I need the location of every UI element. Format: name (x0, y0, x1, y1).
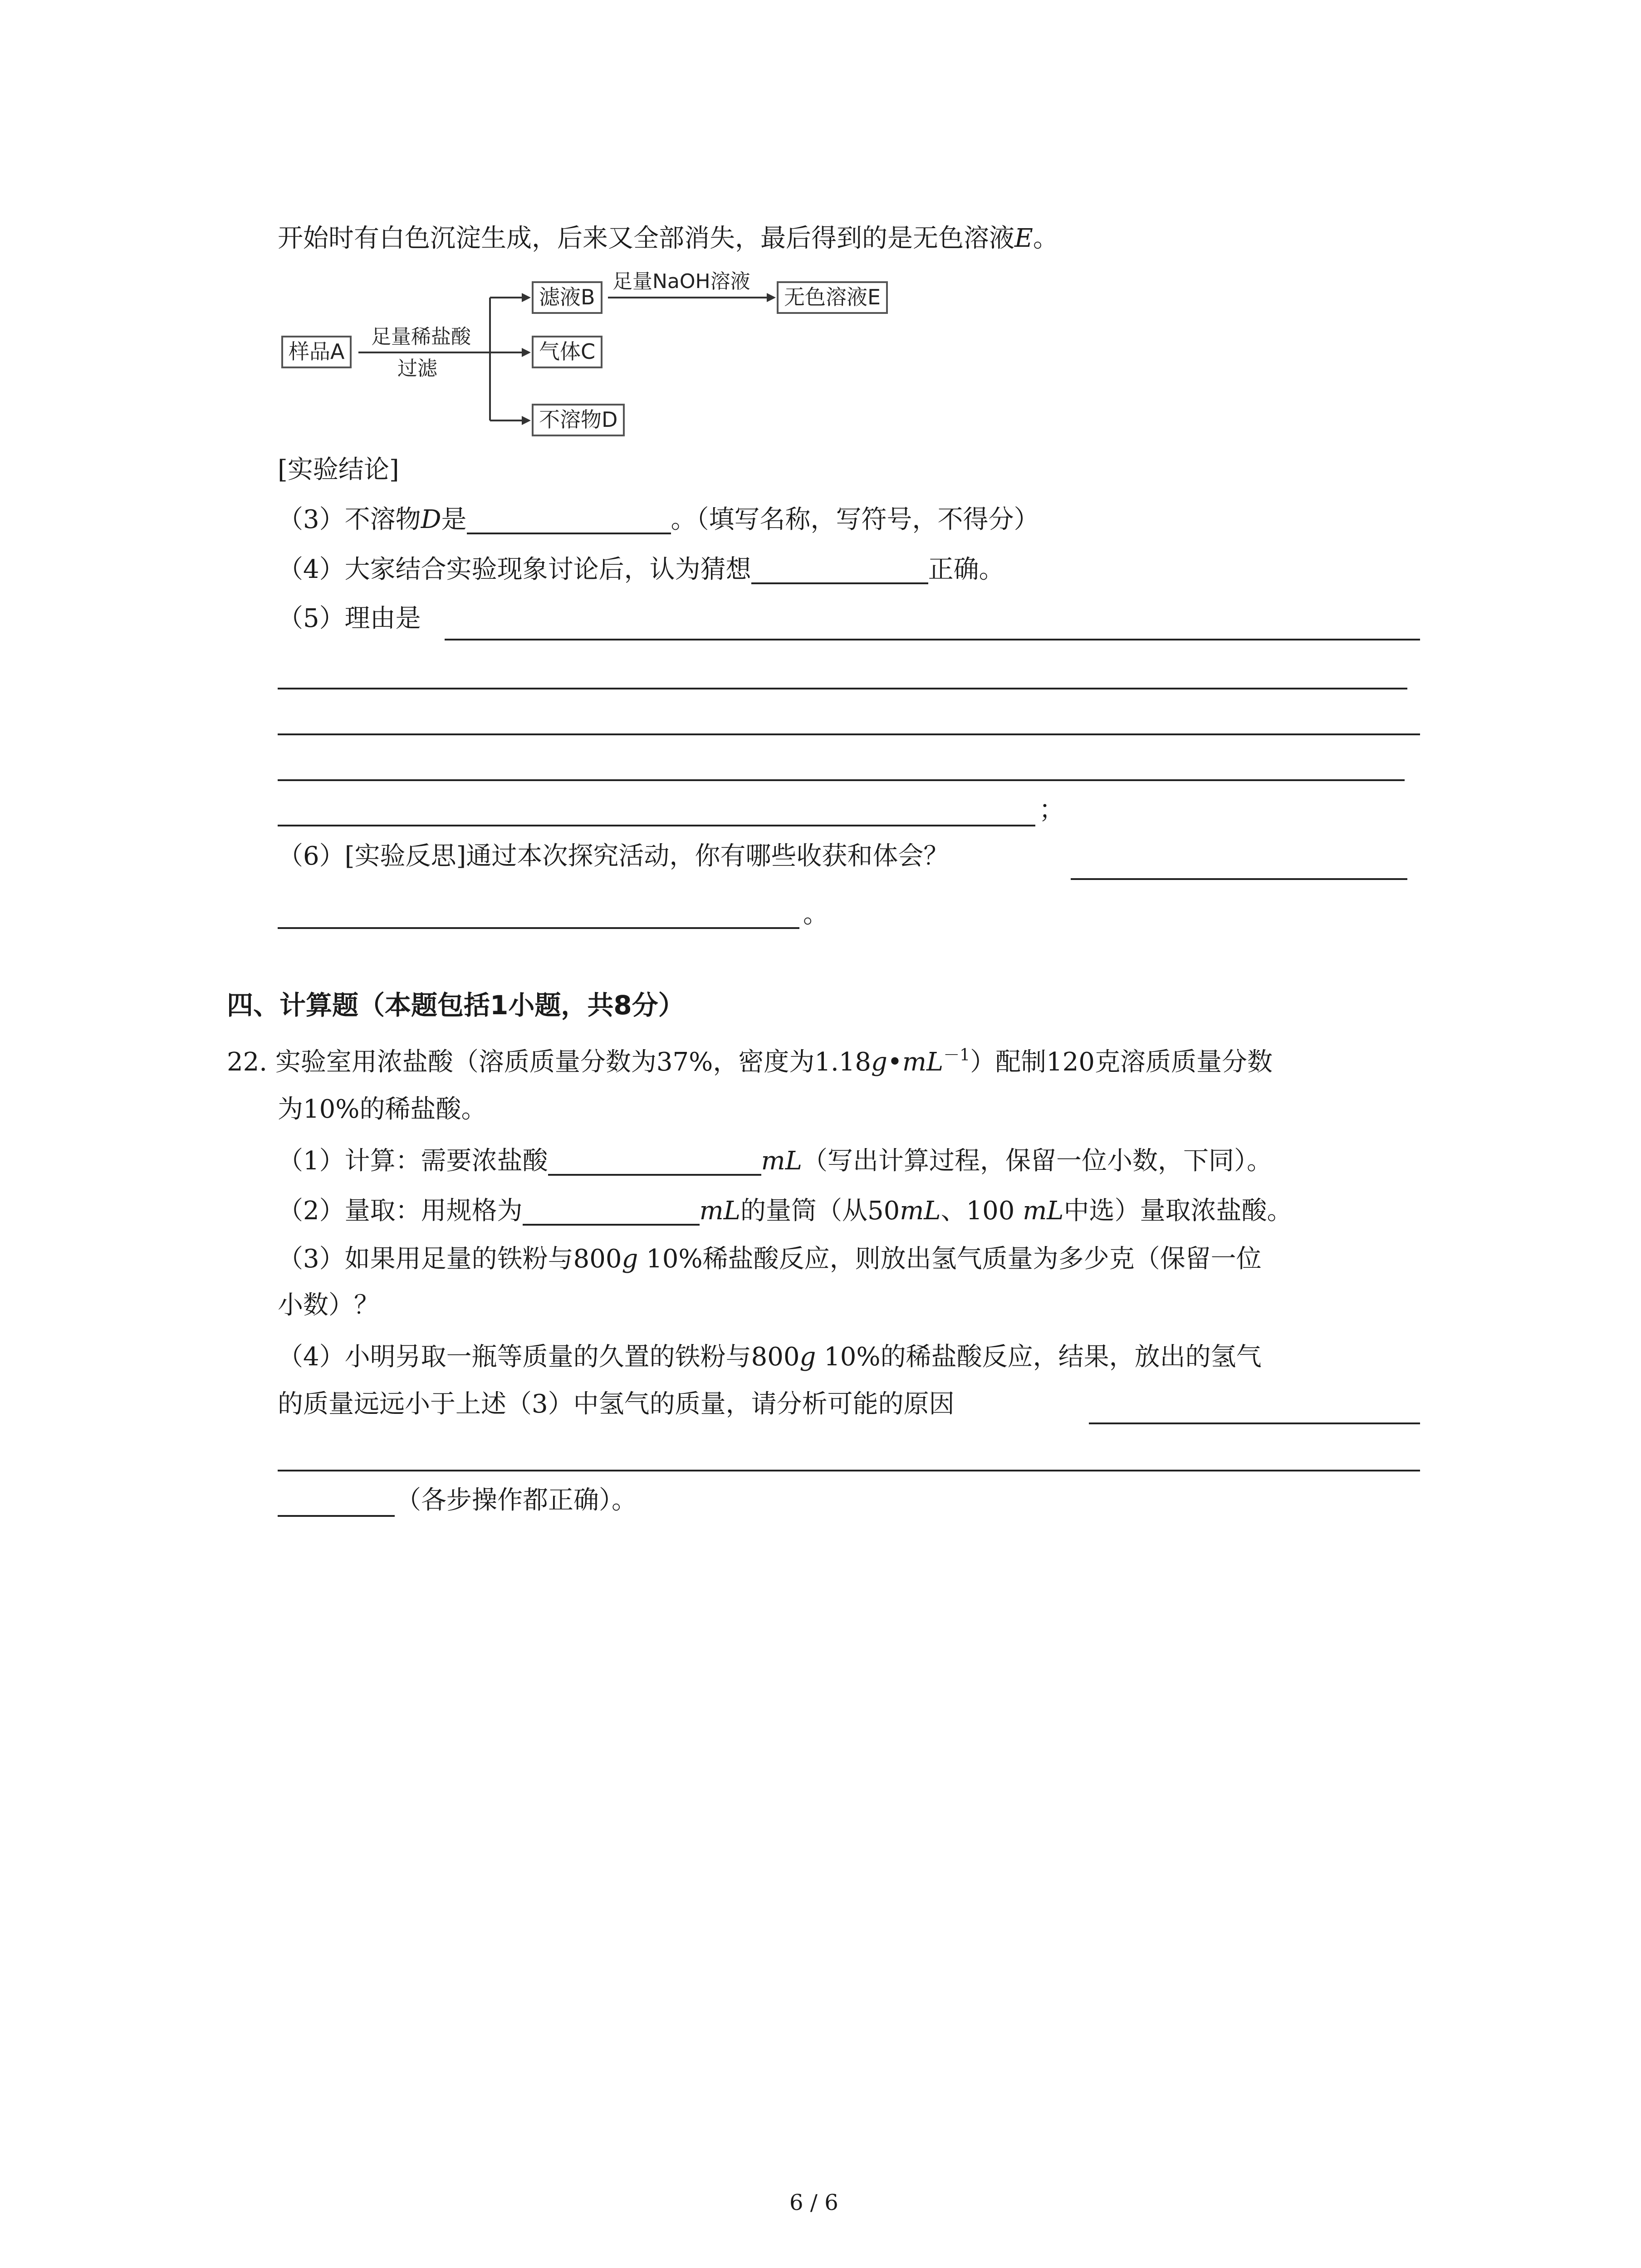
intro-var: E (1014, 224, 1033, 253)
q4-prefix: （4）大家结合实验现象讨论后，认为猜想 (278, 555, 751, 584)
q6-end: 。 (803, 899, 828, 929)
q22-p2-unit2: mL (900, 1196, 941, 1226)
intro-text: 开始时有白色沉淀生成，后来又全部消失，最后得到的是无色溶液 (278, 224, 1014, 253)
question-4 (278, 553, 1004, 586)
question-5 (278, 602, 421, 635)
q22-p4-answer-line-1[interactable] (1089, 1422, 1420, 1424)
q6-answer-line-2[interactable] (278, 927, 799, 929)
q22-line1-b: ）配制120克溶质质量分数 (970, 1047, 1273, 1077)
sample-label: 样品A (289, 339, 345, 364)
q22-p4-a: （4）小明另取一瓶等质量的久置的铁粉与800 (278, 1342, 800, 1372)
q22-sup: －1 (943, 1046, 970, 1065)
q3-suffix: 。（填写名称，写符号，不得分） (671, 505, 1039, 534)
q22-p2-prefix: （2）量取：用规格为 (278, 1196, 523, 1226)
q4-answer-blank[interactable] (751, 555, 928, 584)
q22-unit-ml: mL (902, 1047, 944, 1077)
filtrate-label: 滤液B (539, 285, 595, 309)
q22-unit-g: g (871, 1047, 887, 1077)
q6-answer-line-1[interactable] (1071, 878, 1407, 880)
q22-p1-suffix: （写出计算过程，保留一位小数，下同）。 (802, 1146, 1272, 1176)
q22-part-3-line-2: 小数）？ (278, 1290, 379, 1320)
q22-p4-g: g (799, 1342, 816, 1372)
conclusion-header: [实验结论] (278, 455, 399, 484)
q22-part-2 (278, 1195, 1292, 1227)
q3-var: D (421, 505, 441, 534)
section-4-title: 四、计算题（本题包括1小题，共8分） (227, 990, 685, 1021)
q22-line-2: 为10%的稀盐酸。 (278, 1095, 487, 1124)
q5-answer-line-2[interactable] (278, 688, 1407, 689)
q22-p1-prefix: （1）计算：需要浓盐酸 (278, 1146, 548, 1176)
q22-p4-b: 10%的稀盐酸反应，结果，放出的氢气 (816, 1342, 1262, 1372)
q22-p2-suffix: 中选）量取浓盐酸。 (1063, 1196, 1293, 1226)
final-label: 无色溶液E (784, 285, 881, 309)
q22-part-4 (278, 1341, 1262, 1374)
q22-p3-a: （3）如果用足量的铁粉与800 (278, 1244, 622, 1274)
q5-prefix: （5）理由是 (278, 604, 421, 633)
q3-mid: 是 (441, 505, 467, 534)
gas-label: 气体C (539, 339, 596, 364)
q3-prefix: （3）不溶物 (278, 505, 421, 534)
q22-p2-mid: 的量筒（从50 (740, 1196, 900, 1226)
q5-answer-line-4[interactable] (278, 779, 1405, 781)
q22-p2-unit3: mL (1023, 1196, 1064, 1226)
reagent-top-label: 足量稀盐酸 (371, 325, 471, 348)
page-number: 6 / 6 (789, 2190, 838, 2215)
intro-end: 。 (1033, 224, 1058, 253)
q22-p3-b: 10%稀盐酸反应，则放出氢气质量为多少克（保留一位 (638, 1244, 1262, 1274)
q22-line1-a: 22. 实验室用浓盐酸（溶质质量分数为37%，密度为1.18 (227, 1047, 872, 1077)
q4-suffix: 正确。 (928, 555, 1004, 584)
q5-answer-line-3[interactable] (278, 733, 1420, 735)
q22-p4-end: （各步操作都正确）。 (396, 1486, 637, 1515)
q22-dot: • (887, 1047, 902, 1077)
q22-p2-mid2: 、100 (941, 1196, 1023, 1226)
q5-answer-line-5[interactable] (278, 825, 1035, 826)
q6-prefix: （6）[实验反思]通过本次探究活动，你有哪些收获和体会？ (278, 841, 949, 871)
q22-p2-answer-blank[interactable] (523, 1197, 700, 1226)
q22-p4-answer-line-2[interactable] (278, 1470, 1420, 1471)
q22-part-4-line-2: 的质量远远小于上述（3）中氢气的质量，请分析可能的原因 (278, 1389, 955, 1419)
reagent-bottom-label: 过滤 (397, 357, 437, 380)
q3-answer-blank[interactable] (467, 505, 671, 534)
q5-answer-line-1[interactable] (445, 639, 1420, 640)
q5-end: ； (1039, 795, 1064, 825)
q22-p3-g: g (622, 1244, 638, 1274)
question-3 (278, 503, 1039, 536)
q22-part-3 (278, 1243, 1262, 1276)
naoh-label: 足量NaOH溶液 (612, 270, 750, 293)
q22-part-1 (278, 1145, 1272, 1178)
insoluble-label: 不溶物D (539, 407, 618, 432)
q22-p1-answer-blank[interactable] (548, 1147, 761, 1176)
q22-line-1 (227, 1046, 1273, 1079)
q22-p4-answer-line-3[interactable] (278, 1515, 395, 1517)
diagram-arrows (0, 0, 998, 454)
q22-p2-unit: mL (699, 1196, 740, 1226)
question-6 (278, 840, 949, 873)
q22-p1-unit: mL (761, 1146, 802, 1176)
